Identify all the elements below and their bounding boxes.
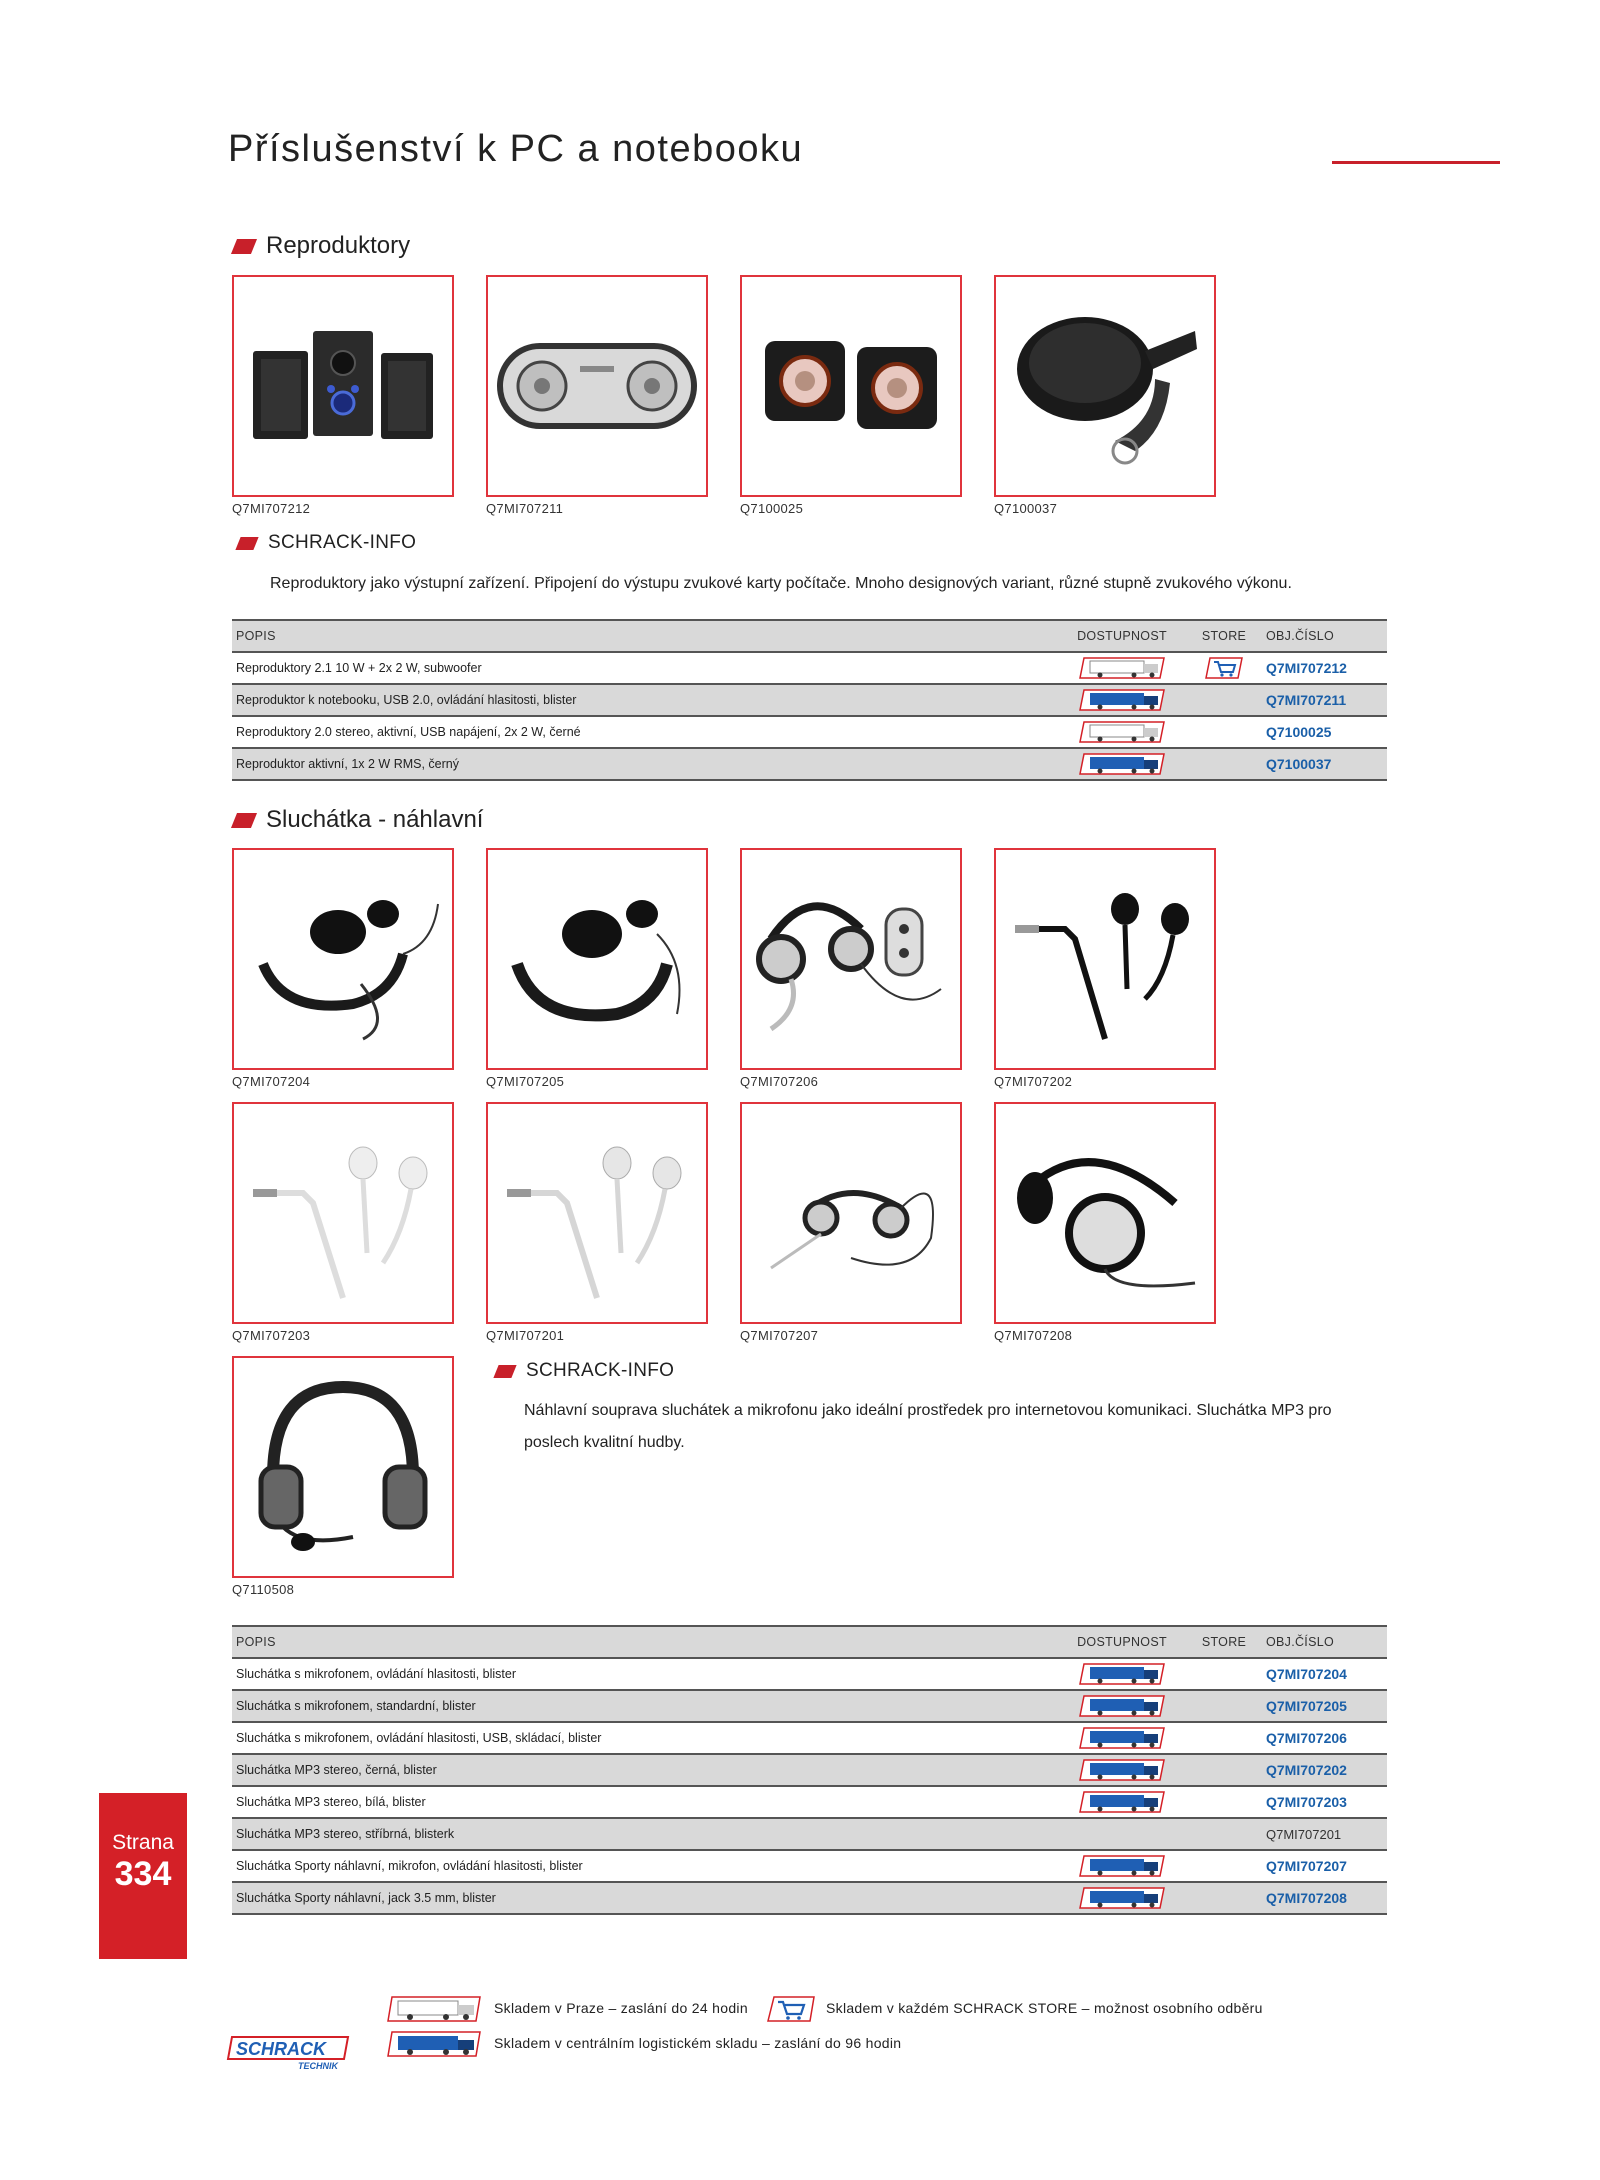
truck-central-icon xyxy=(1076,1886,1168,1910)
availability-cell xyxy=(1058,1658,1186,1690)
logo-subtext: TECHNIK xyxy=(298,2061,338,2071)
truck-praha-icon xyxy=(1076,720,1168,744)
section-heading-headphones xyxy=(228,806,483,834)
logo-text: SCHRACK xyxy=(236,2039,326,2059)
product-code: Q7MI707207 xyxy=(740,1328,819,1343)
order-code-link[interactable]: Q7MI707204 xyxy=(1262,1658,1387,1690)
page-label: Strana xyxy=(112,1831,174,1854)
product-card[interactable] xyxy=(486,275,708,516)
product-code: Q7MI707201 xyxy=(486,1328,565,1343)
legend-truck-praha-icon xyxy=(384,1995,484,2023)
truck-central-icon xyxy=(1076,1694,1168,1718)
legend-praha: Skladem v Praze – zaslání do 24 hodin xyxy=(494,2000,748,2016)
store-cell xyxy=(1186,1818,1262,1850)
store-cell xyxy=(1186,1882,1262,1914)
truck-praha-icon xyxy=(1076,656,1168,680)
order-code-link[interactable]: Q7100025 xyxy=(1262,716,1387,748)
availability-cell xyxy=(1058,1818,1186,1850)
product-image-headset-usb xyxy=(740,848,962,1070)
order-code-link[interactable]: Q7MI707202 xyxy=(1262,1754,1387,1786)
store-cell xyxy=(1186,1658,1262,1690)
table-row xyxy=(232,1722,1387,1754)
product-code: Q7MI707202 xyxy=(994,1074,1073,1089)
table-row xyxy=(232,1786,1387,1818)
row-description: Reproduktor aktivní, 1x 2 W RMS, černý xyxy=(232,748,1058,780)
availability-cell xyxy=(1058,1882,1186,1914)
availability-cell xyxy=(1058,1754,1186,1786)
section-marker-icon xyxy=(231,813,257,828)
info-marker-icon xyxy=(493,1365,516,1378)
info-title: SCHRACK-INFO xyxy=(268,532,417,553)
truck-central-icon xyxy=(1076,1726,1168,1750)
product-card[interactable] xyxy=(232,275,454,516)
info-title: SCHRACK-INFO xyxy=(526,1360,675,1381)
headphones-table xyxy=(232,1625,1387,1915)
product-card[interactable] xyxy=(994,1102,1216,1343)
product-code: Q7MI707212 xyxy=(232,501,311,516)
speakers-table xyxy=(232,619,1387,781)
product-image-headset-neckband xyxy=(232,848,454,1070)
product-card[interactable] xyxy=(486,1102,708,1343)
store-cell xyxy=(1186,716,1262,748)
store-cart-icon xyxy=(1204,656,1244,680)
product-image-earbuds-silver xyxy=(486,1102,708,1324)
order-code-link[interactable]: Q7MI707211 xyxy=(1262,684,1387,716)
availability-cell xyxy=(1058,716,1186,748)
table-row xyxy=(232,652,1387,684)
row-description: Sluchátka s mikrofonem, ovládání hlasitosti, USB, skládací, blister xyxy=(232,1722,1058,1754)
truck-central-icon xyxy=(1076,1790,1168,1814)
product-card[interactable] xyxy=(232,848,454,1089)
row-description: Sluchátka MP3 stereo, černá, blister xyxy=(232,1754,1058,1786)
page-number: 334 xyxy=(114,1855,172,1893)
product-code: Q7MI707206 xyxy=(740,1074,819,1089)
table-row xyxy=(232,1754,1387,1786)
availability-cell xyxy=(1058,1690,1186,1722)
table-row xyxy=(232,1818,1387,1850)
product-card[interactable] xyxy=(740,848,962,1089)
section-marker-icon xyxy=(231,239,257,254)
row-description: Sluchátka Sporty náhlavní, jack 3.5 mm, blister xyxy=(232,1882,1058,1914)
product-code: Q7MI707211 xyxy=(486,501,564,516)
product-code: Q7100025 xyxy=(740,501,804,516)
product-card[interactable] xyxy=(232,1356,454,1597)
availability-cell xyxy=(1058,684,1186,716)
product-image-speaker-2-1 xyxy=(232,275,454,497)
table-row xyxy=(232,748,1387,780)
product-card[interactable] xyxy=(740,275,962,516)
store-cell xyxy=(1186,1754,1262,1786)
col-popis: POPIS xyxy=(232,620,1058,652)
availability-cell xyxy=(1058,1850,1186,1882)
section-title: Reproduktory xyxy=(266,232,411,259)
truck-central-icon xyxy=(1076,1854,1168,1878)
product-code: Q7MI707205 xyxy=(486,1074,565,1089)
table-row xyxy=(232,1690,1387,1722)
product-code: Q7100037 xyxy=(994,501,1058,516)
availability-cell xyxy=(1058,748,1186,780)
col-obj: OBJ.ČÍSLO xyxy=(1262,620,1387,652)
product-card[interactable] xyxy=(486,848,708,1089)
row-description: Reproduktory 2.0 stereo, aktivní, USB napájení, 2x 2 W, černé xyxy=(232,716,1058,748)
availability-cell xyxy=(1058,652,1186,684)
table-header xyxy=(232,620,1387,652)
product-code: Q7MI707204 xyxy=(232,1074,311,1089)
store-cell xyxy=(1186,1690,1262,1722)
section-title: Sluchátka - náhlavní xyxy=(266,806,484,833)
order-code-link[interactable]: Q7MI707203 xyxy=(1262,1786,1387,1818)
table-row xyxy=(232,1850,1387,1882)
truck-central-icon xyxy=(1076,1662,1168,1686)
section-heading-speakers xyxy=(228,232,410,260)
product-image-sporty-headset-mic xyxy=(740,1102,962,1324)
product-image-earbuds-black xyxy=(994,848,1216,1070)
col-dostupnost: DOSTUPNOST xyxy=(1058,620,1186,652)
page-title: Příslušenství k PC a notebooku xyxy=(228,128,804,170)
product-image-round-speaker xyxy=(994,275,1216,497)
order-code-link[interactable]: Q7MI707208 xyxy=(1262,1882,1387,1914)
product-card[interactable] xyxy=(740,1102,962,1343)
legend-store-cart-icon xyxy=(766,1995,816,2023)
title-rule xyxy=(1332,161,1500,164)
product-code: Q7110508 xyxy=(232,1582,295,1597)
store-cell xyxy=(1186,748,1262,780)
product-image-headset-full xyxy=(232,1356,454,1578)
schrack-info-heading xyxy=(490,1360,674,1382)
row-description: Sluchátka s mikrofonem, ovládání hlasitosti, blister xyxy=(232,1658,1058,1690)
order-code-link[interactable]: Q7MI707205 xyxy=(1262,1690,1387,1722)
store-cell xyxy=(1186,1722,1262,1754)
truck-central-icon xyxy=(1076,1758,1168,1782)
legend-store: Skladem v každém SCHRACK STORE – možnost osobního odběru xyxy=(826,2000,1263,2016)
schrack-info-heading xyxy=(232,532,416,554)
product-card[interactable] xyxy=(994,848,1216,1089)
info-marker-icon xyxy=(235,537,258,550)
row-description: Sluchátka MP3 stereo, bílá, blister xyxy=(232,1786,1058,1818)
store-cell xyxy=(1186,1850,1262,1882)
product-card[interactable] xyxy=(232,1102,454,1343)
table-row xyxy=(232,684,1387,716)
speakers-info-text: Reproduktory jako výstupní zařízení. Připojení do výstupu zvukové karty počítače. Mnoho designových variant, různé stupně zvukového výkonu. xyxy=(270,575,1292,592)
page-number-box xyxy=(99,1793,187,1959)
row-description: Sluchátka Sporty náhlavní, mikrofon, ovládání hlasitosti, blister xyxy=(232,1850,1058,1882)
product-card[interactable] xyxy=(994,275,1216,516)
schrack-logo xyxy=(226,2035,350,2076)
product-code: Q7MI707208 xyxy=(994,1328,1073,1343)
product-image-headset-standard xyxy=(486,848,708,1070)
product-image-sporty-headset xyxy=(994,1102,1216,1324)
col-store: STORE xyxy=(1186,1626,1262,1658)
table-row xyxy=(232,1658,1387,1690)
headphones-info-text-line2: poslech kvalitní hudby. xyxy=(524,1434,685,1451)
store-cell xyxy=(1186,652,1262,684)
store-cell xyxy=(1186,1786,1262,1818)
product-image-cube-speakers xyxy=(740,275,962,497)
legend-truck-central-icon xyxy=(384,2030,484,2058)
truck-central-icon xyxy=(1076,688,1168,712)
row-description: Sluchátka s mikrofonem, standardní, blister xyxy=(232,1690,1058,1722)
order-code-link[interactable]: Q7MI707212 xyxy=(1262,652,1387,684)
col-popis: POPIS xyxy=(232,1626,1058,1658)
table-row xyxy=(232,1882,1387,1914)
product-image-notebook-speaker xyxy=(486,275,708,497)
truck-central-icon xyxy=(1076,752,1168,776)
row-description: Reproduktory 2.1 10 W + 2x 2 W, subwoofer xyxy=(232,652,1058,684)
row-description: Reproduktor k notebooku, USB 2.0, ovládání hlasitosti, blister xyxy=(232,684,1058,716)
store-cell xyxy=(1186,684,1262,716)
headphones-info-text-line1: Náhlavní souprava sluchátek a mikrofonu jako ideální prostředek pro internetovou komunikaci. Sluchátka MP3 pro xyxy=(524,1402,1332,1419)
order-code: Q7MI707201 xyxy=(1262,1818,1387,1850)
row-description: Sluchátka MP3 stereo, stříbrná, blisterk xyxy=(232,1818,1058,1850)
order-code-link[interactable]: Q7100037 xyxy=(1262,748,1387,780)
availability-cell xyxy=(1058,1722,1186,1754)
table-row xyxy=(232,716,1387,748)
availability-cell xyxy=(1058,1786,1186,1818)
table-header xyxy=(232,1626,1387,1658)
order-code-link[interactable]: Q7MI707206 xyxy=(1262,1722,1387,1754)
legend-central: Skladem v centrálním logistickém skladu – zaslání do 96 hodin xyxy=(494,2035,902,2051)
order-code-link[interactable]: Q7MI707207 xyxy=(1262,1850,1387,1882)
product-code: Q7MI707203 xyxy=(232,1328,311,1343)
col-store: STORE xyxy=(1186,620,1262,652)
col-obj: OBJ.ČÍSLO xyxy=(1262,1626,1387,1658)
product-image-earbuds-white xyxy=(232,1102,454,1324)
col-dostupnost: DOSTUPNOST xyxy=(1058,1626,1186,1658)
